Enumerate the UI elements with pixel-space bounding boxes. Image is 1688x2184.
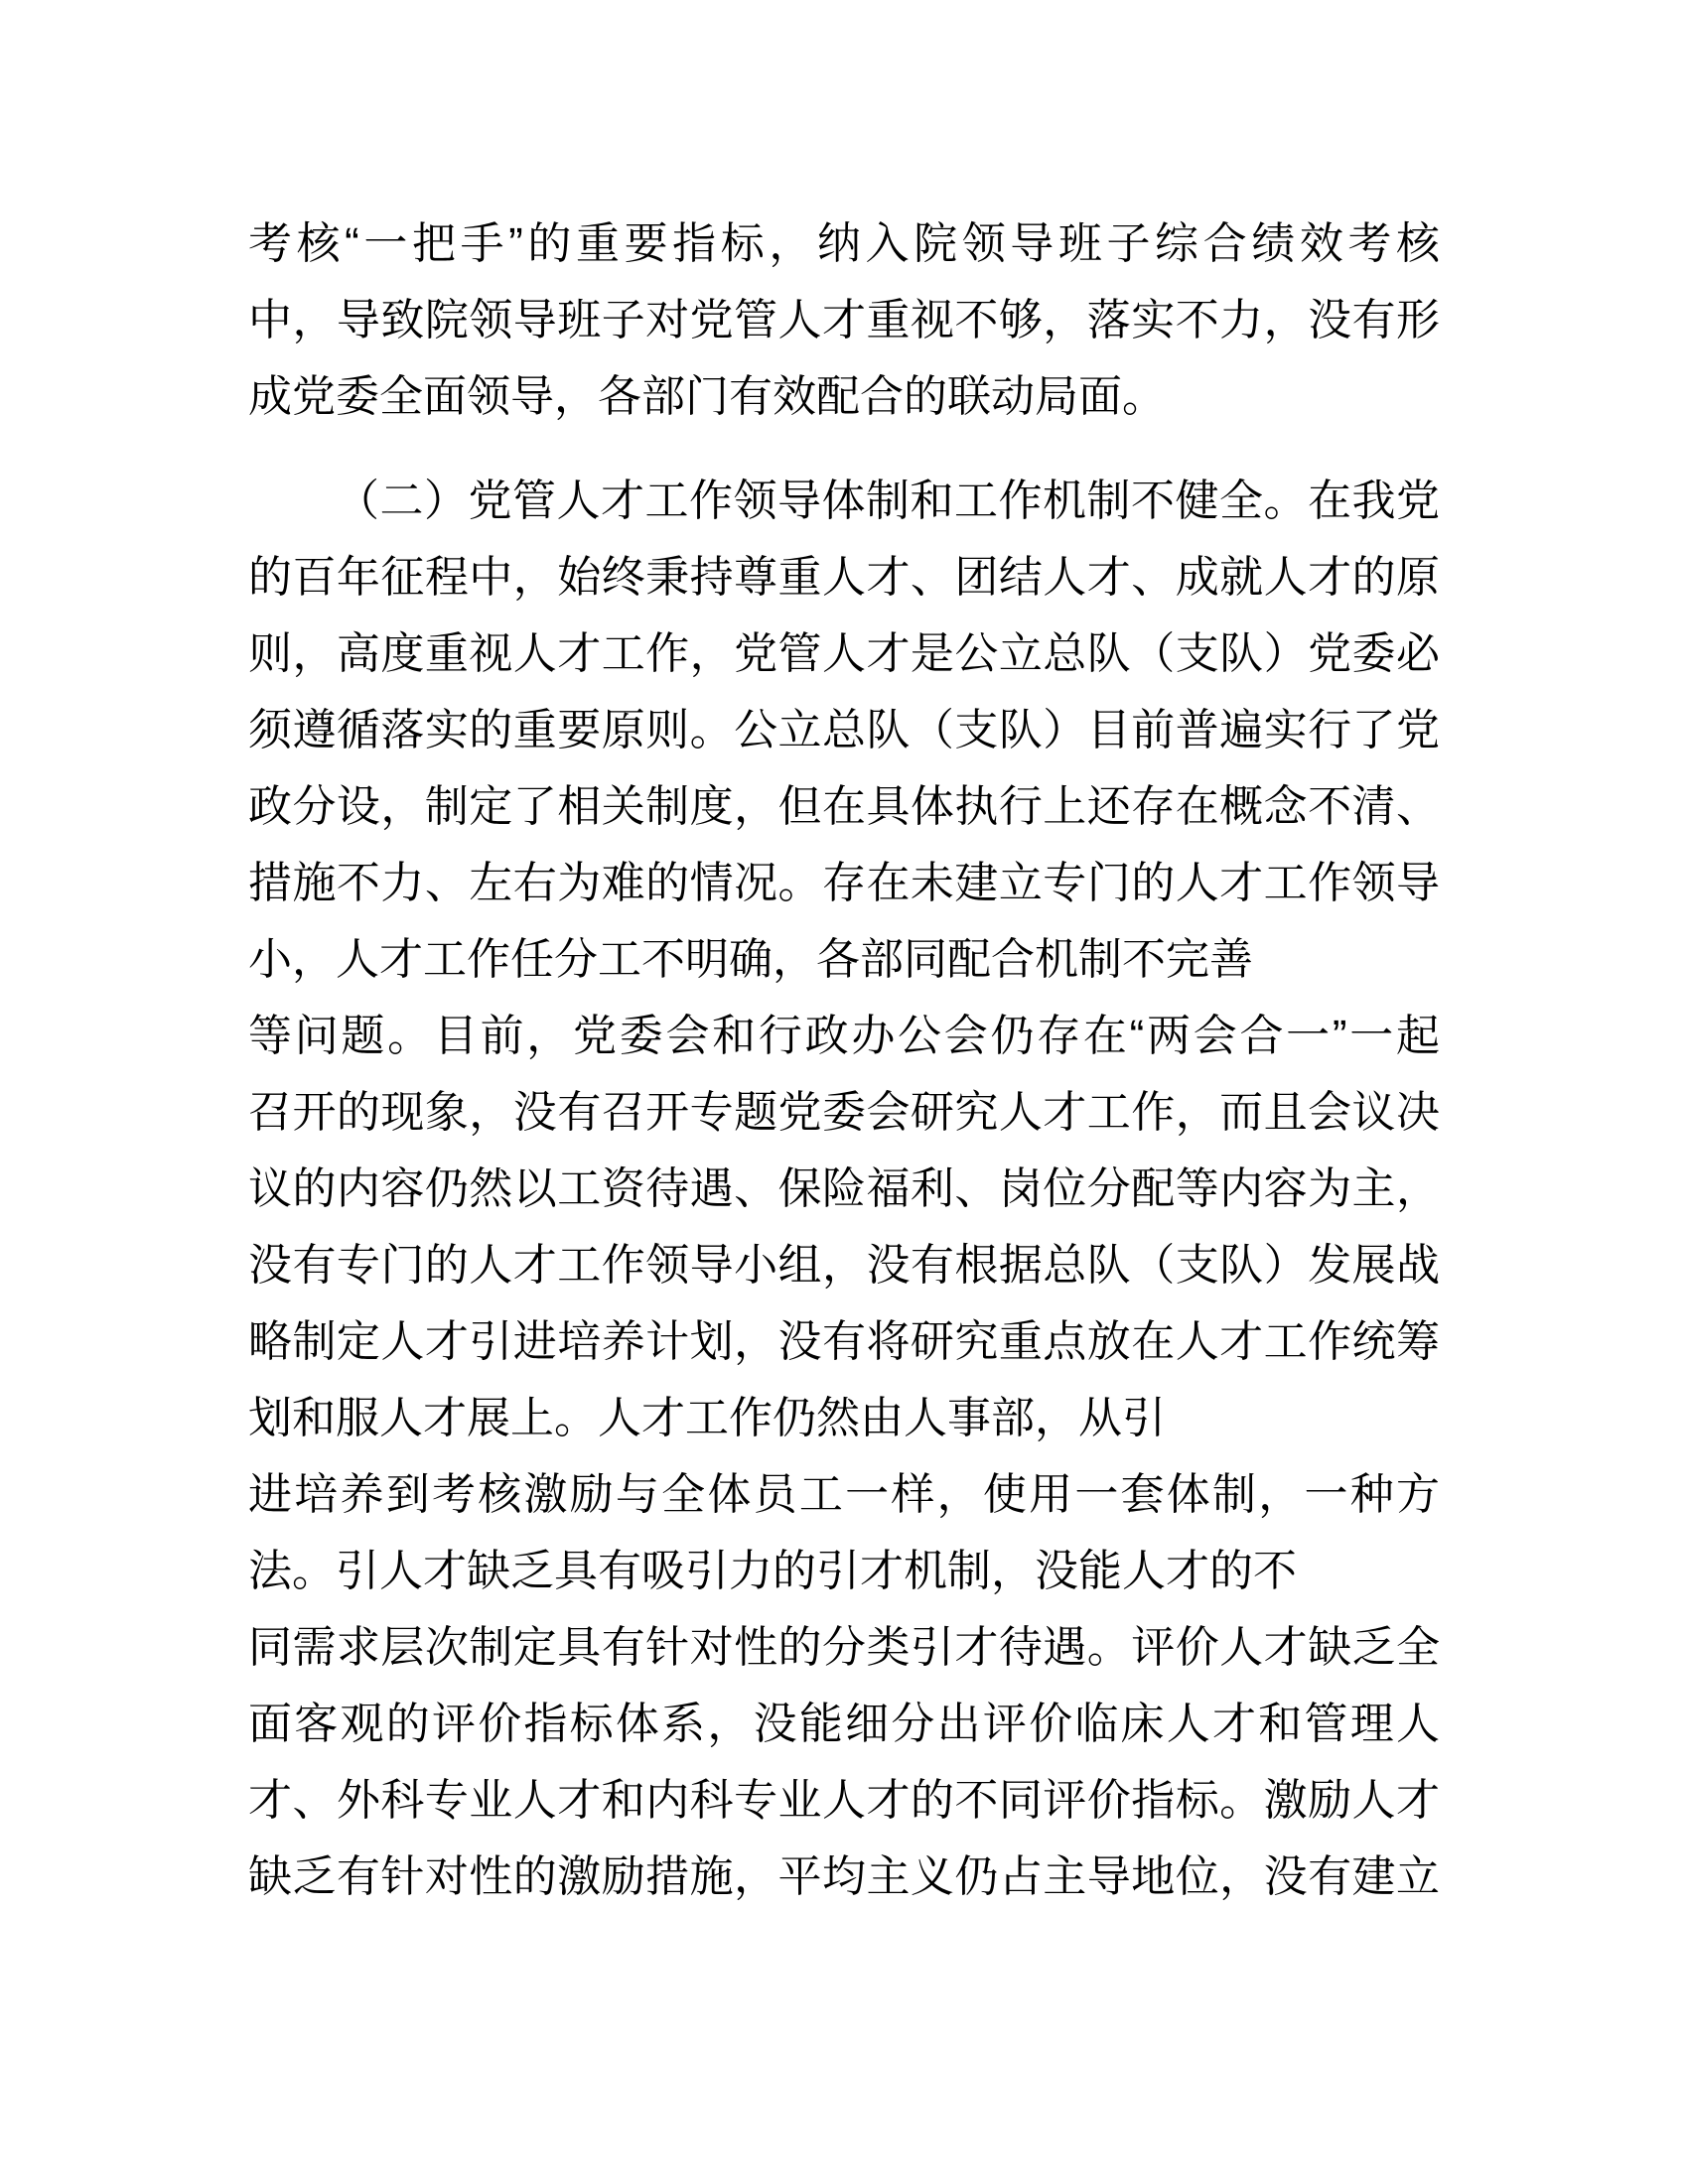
text-line: 则，高度重视人才工作，党管人才是公立总队（支队）党委必: [248, 629, 1440, 678]
text-line: 面客观的评价指标体系，没能细分出评价临床人才和管理人: [248, 1700, 1440, 1748]
paragraph: [248, 205, 1440, 435]
text-line: 法。引人才缺乏具有吸引力的引才机制，没能人才的不: [248, 1547, 1297, 1595]
text-line: 中，导致院领导班子对党管人才重视不够，落实不力，没有形: [248, 296, 1440, 344]
text-line: 须遵循落实的重要原则。公立总队（支队）目前普遍实行了党: [248, 706, 1440, 754]
text-line: 划和服人才展上。人才工作仍然由人事部，从引: [248, 1394, 1166, 1442]
text-line: 小，人才工作任分工不明确，各部同配合机制不完善: [248, 935, 1253, 984]
text-line: 议的内容仍然以工资待遇、保险福利、岗位分配等内容为主，: [248, 1164, 1440, 1213]
text-line: 召开的现象，没有召开专题党委会研究人才工作，而且会议决: [248, 1088, 1440, 1137]
text-line: 缺乏有针对性的激励措施，平均主义仍占主导地位，没有建立: [248, 1852, 1440, 1901]
text-line: 措施不力、左右为难的情况。存在未建立专门的人才工作领导: [248, 859, 1440, 907]
text-line: 同需求层次制定具有针对性的分类引才待遇。评价人才缺乏全: [248, 1623, 1440, 1672]
text-line: 才、外科专业人才和内科专业人才的不同评价指标。激励人才: [248, 1776, 1440, 1825]
text-line: 没有专门的人才工作领导小组，没有根据总队（支队）发展战: [248, 1241, 1440, 1290]
text-line: 考核“一把手”的重要指标，纳入院领导班子综合绩效考核: [248, 219, 1440, 268]
text-line: 等问题。目前，党委会和行政办公会仍存在“两会合一”一起: [248, 1012, 1440, 1060]
text-line: 略制定人才引进培养计划，没有将研究重点放在人才工作统筹: [248, 1317, 1440, 1366]
text-line: （二）党管人才工作领导体制和工作机制不健全。在我党: [336, 477, 1440, 525]
text-line: 进培养到考核激励与全体员工一样，使用一套体制，一种方: [248, 1470, 1440, 1519]
paragraph: [248, 463, 1440, 1915]
text-line: 政分设，制定了相关制度，但在具体执行上还存在概念不清、: [248, 782, 1440, 831]
text-line: 的百年征程中，始终秉持尊重人才、团结人才、成就人才的原: [248, 553, 1440, 602]
text-line: 成党委全面领导，各部门有效配合的联动局面。: [248, 372, 1166, 421]
